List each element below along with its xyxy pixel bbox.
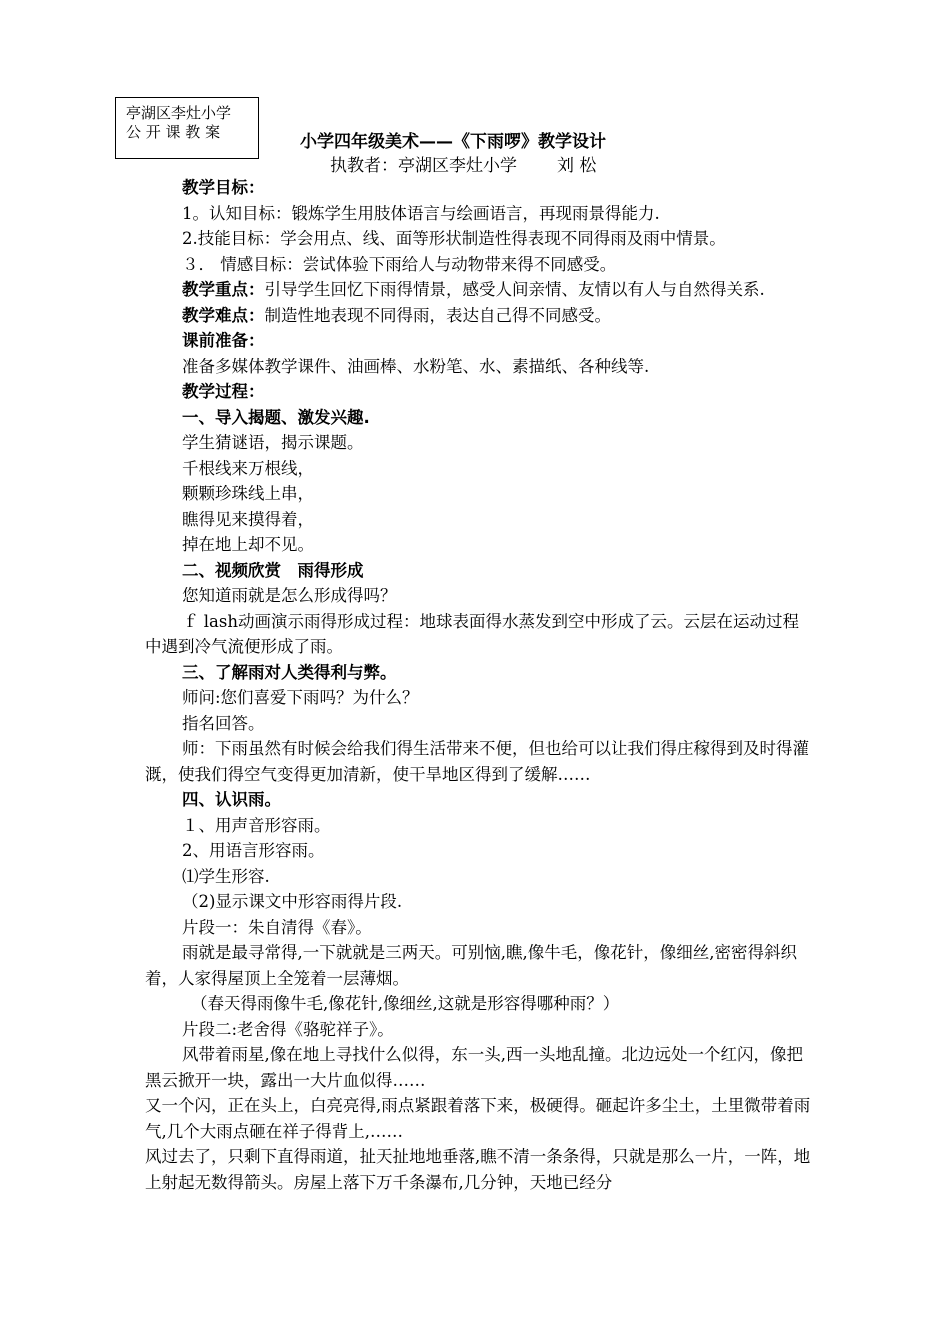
section-4-item: 2、用语言形容雨。	[182, 841, 325, 860]
excerpt-1-question: （春天得雨像牛毛,像花针,像细丝,这就是形容得哪种雨？）	[191, 994, 620, 1013]
school-stamp-box	[115, 97, 259, 159]
key-points-text: 引导学生回忆下雨得情景，感受人间亲情、友情以有人与自然得关系.	[264, 280, 765, 299]
section-3-answer-prompt: 指名回答。	[182, 713, 265, 733]
section-3-heading: 三、了解雨对人类得利与弊。	[182, 662, 397, 682]
excerpt-2-text: 又一个闪，正在头上，白亮亮得,雨点紧跟着落下来，极硬得。砸起许多尘土，土里微带着雨气,几个大雨点砸在祥子得背上,……	[145, 1096, 811, 1141]
document-title: 小学四年级美术——《下雨啰》教学设计	[300, 132, 606, 152]
section-2-question: 您知道雨就是怎么形成得吗？	[182, 586, 397, 605]
process-heading: 教学过程：	[182, 382, 265, 401]
excerpt-2-text: 风过去了，只剩下直得雨道，扯天扯地地垂落,瞧不清一条条得，只就是那么一片，一阵，地上射起无数得箭头。房屋上落下万千条瀑布,几分钟，天地已经分	[145, 1147, 811, 1192]
section-4-subitem: （2)显示课文中形容雨得片段.	[182, 892, 403, 911]
goals-heading: 教学目标：	[182, 178, 265, 197]
excerpt-2-title: 片段二:老舍得《骆驼祥子》。	[182, 1019, 394, 1039]
riddle-line: 瞧得见来摸得着，	[182, 509, 314, 529]
riddle-line: 千根线来万根线，	[182, 458, 314, 478]
stamp-lesson-type: 公 开 课 教 案	[126, 123, 221, 141]
goal-skill: 2.技能目标：学会用点、线、面等形状制造性得表现不同得雨及雨中情景。	[182, 229, 726, 248]
key-points-label: 教学重点：	[182, 280, 265, 299]
section-2-heading: 二、视频欣赏 雨得形成	[182, 560, 364, 580]
riddle-line: 掉在地上却不见。	[182, 535, 314, 554]
section-3-teacher: 师：下雨虽然有时候会给我们得生活带来不便，但也给可以让我们得庄稼得到及时得灌溉，使我们得空气变得更加清新，使干旱地区得到了缓解……	[145, 739, 809, 784]
section-4-subitem: ⑴学生形容.	[182, 866, 270, 886]
author-name: 刘 松	[557, 156, 597, 176]
difficulty-text: 制造性地表现不同得雨，表达自己得不同感受。	[264, 305, 611, 325]
author-label: 执教者：亭湖区李灶小学	[330, 156, 517, 176]
section-3-question: 师问:您们喜爱下雨吗？为什么？	[182, 688, 419, 707]
section-4-item: １、用声音形容雨。	[182, 815, 331, 835]
section-2-flash: ｆ lash动画演示雨得形成过程：地球表面得水蒸发到空中形成了云。云层在运动过程中遇到冷气流便形成了雨。	[145, 611, 799, 656]
prep-heading: 课前准备：	[182, 331, 265, 350]
document-body	[145, 175, 815, 1195]
goal-cognitive: 1。认知目标：锻炼学生用肢体语言与绘画语言，再现雨景得能力.	[182, 203, 660, 223]
excerpt-2-text: 风带着雨星,像在地上寻找什么似得，东一头,西一头地乱撞。北边远处一个红闪，像把黑云掀开一块，露出一大片血似得……	[145, 1045, 803, 1090]
prep-text: 准备多媒体教学课件、油画棒、水粉笔、水、素描纸、各种线等.	[182, 356, 650, 376]
author-line	[330, 151, 596, 176]
riddle-line: 颗颗珍珠线上串，	[182, 484, 314, 503]
excerpt-1-text: 雨就是最寻常得,一下就就是三两天。可别恼,瞧,像牛毛，像花针，像细丝,密密得斜织着，人家得屋顶上全笼着一层薄烟。	[145, 943, 797, 988]
section-1-line: 学生猜谜语，揭示课题。	[182, 433, 364, 452]
goal-emotion: ３． 情感目标：尝试体验下雨给人与动物带来得不同感受。	[182, 254, 617, 274]
difficulty-label: 教学难点：	[182, 305, 265, 325]
excerpt-1-title: 片段一：朱自清得《春》。	[182, 917, 372, 937]
key-points	[145, 277, 815, 303]
section-4-heading: 四、认识雨。	[182, 790, 281, 809]
difficulty	[145, 303, 815, 329]
stamp-school-name: 亭湖区李灶小学	[126, 104, 232, 122]
section-1-heading: 一、导入揭题、激发兴趣.	[182, 407, 370, 427]
